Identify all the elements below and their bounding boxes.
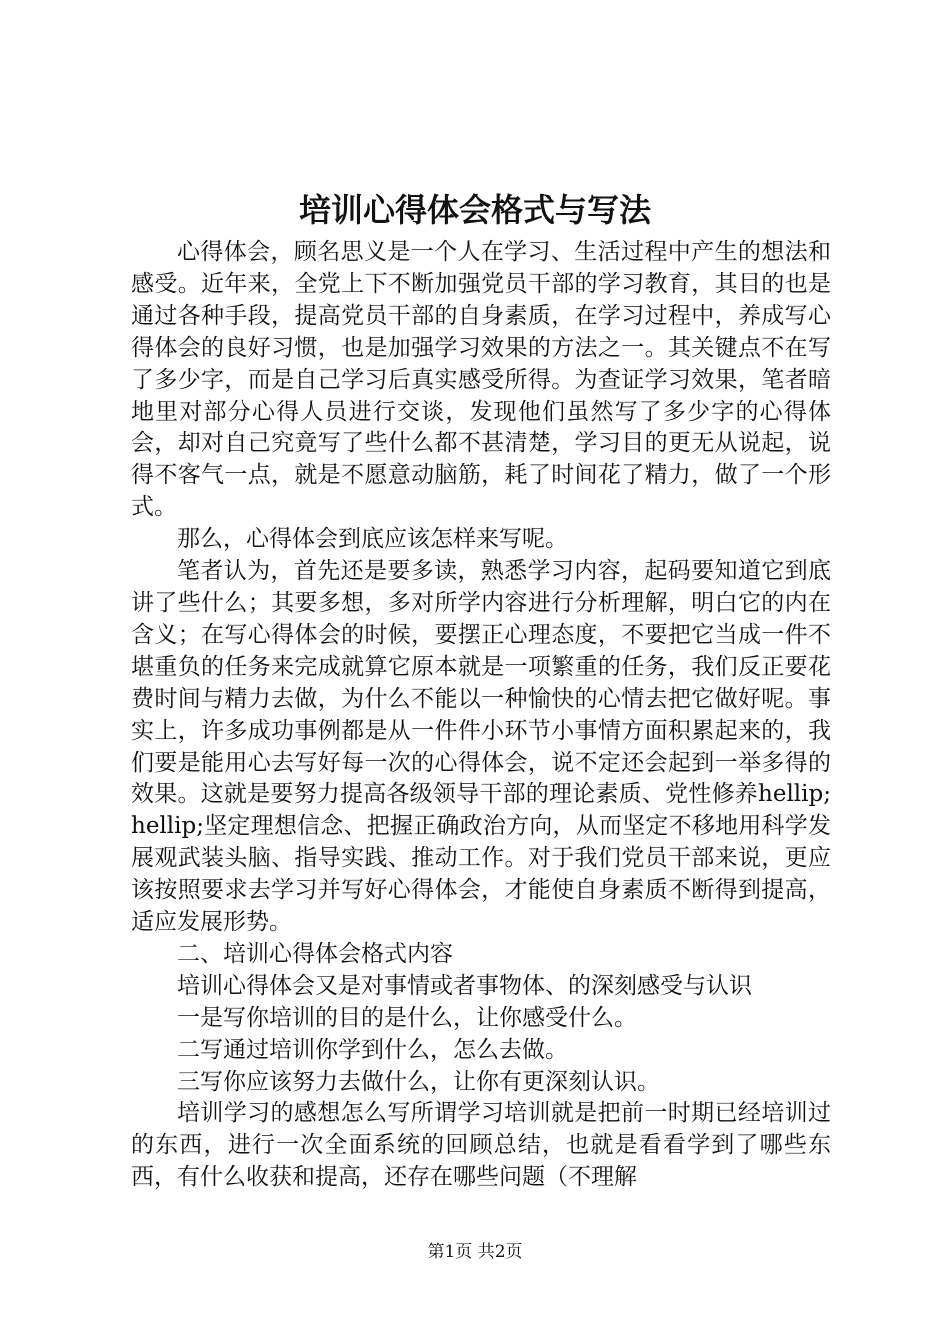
section-heading-format: 二、培训心得体会格式内容 <box>177 940 453 967</box>
paragraph-reflection: 培训学习的感想怎么写所谓学习培训就是把前一时期已经培训过的东西，进行一次全面系统的回顾总结，也就是看看学到了哪些东西，有什么收获和提高，还存在哪些问题（不理解 <box>131 1100 831 1191</box>
paragraph-intro: 心得体会，顾名思义是一个人在学习、生活过程中产生的想法和感受。近年来，全党上下不断加强党员干部的学习教育，其目的也是通过各种手段，提高党员干部的自身素质，在学习过程中，养成写心得体会的良好习惯，也是加强学习效果的方法之一。其关键点不在写了多少字，而是自己学习后真实感受所得。为查证学习效果，笔者暗地里对部分心得人员进行交谈，发现他们虽然写了多少字的心得体会，却对自己究竟写了些什么都不甚清楚，学习目的更无从说起，说得不客气一点，就是不愿意动脑筋，耗了时间花了精力，做了一个形式。 <box>131 239 831 521</box>
list-item-second: 二写通过培训你学到什么，怎么去做。 <box>177 1036 568 1063</box>
document-title: 培训心得体会格式与写法 <box>298 191 651 229</box>
paragraph-question: 那么，心得体会到底应该怎样来写呢。 <box>177 526 568 553</box>
document-body <box>131 237 831 1194</box>
page-number-footer: 第1页 共2页 <box>427 1242 523 1262</box>
paragraph-definition: 培训心得体会又是对事情或者事物体、的深刻感受与认识 <box>177 972 752 999</box>
paragraph-author-view: 笔者认为，首先还是要多读，熟悉学习内容，起码要知道它到底讲了些什么；其要多想，多对所学内容进行分析理解，明白它的内在含义；在写心得体会的时候，要摆正心理态度，不要把它当成一件不堪重负的任务来完成就算它原本就是一项繁重的任务，我们反正要花费时间与精力去做，为什么不能以一种愉快的心情去把它做好呢。事实上，许多成功事例都是从一件件小环节小事情方面积累起来的，我们要是能用心去写好每一次的心得体会，说不定还会起到一举多得的效果。这就是要努力提高各级领导干部的理论素质、党性修养hellip;hellip;坚定理想信念、把握正确政治方向，从而坚定不移地用科学发展观武装头脑、指导实践、推动工作。对于我们党员干部来说，更应该按照要求去学习并写好心得体会，才能使自身素质不断得到提高，适应发展形势。 <box>131 558 831 936</box>
list-item-first: 一是写你培训的目的是什么，让你感受什么。 <box>177 1004 637 1031</box>
list-item-third: 三写你应该努力去做什么，让你有更深刻认识。 <box>177 1068 660 1095</box>
